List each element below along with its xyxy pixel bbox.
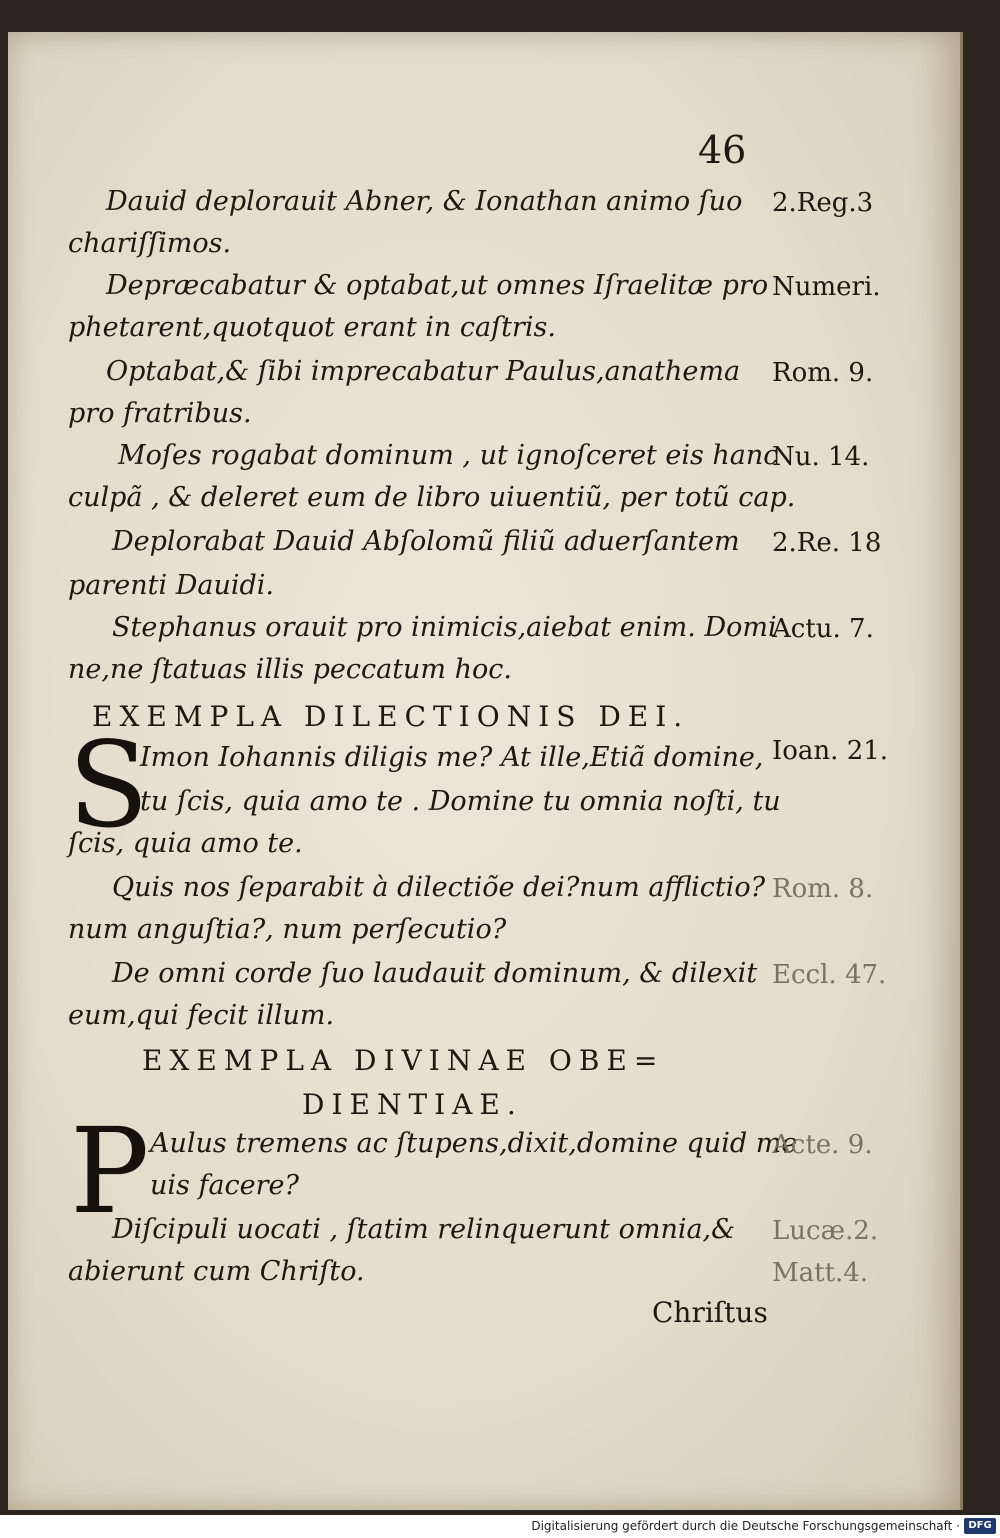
text-line: Quis nos ſeparabit à dilectiõe dei?num afflictio?	[112, 872, 766, 903]
footer-bar	[0, 1515, 1000, 1538]
text-line: parenti Dauidi.	[68, 570, 274, 601]
catchword: Chriſtus	[652, 1296, 768, 1329]
text-line: Imon Iohannis diligis me? At ille,Etiã domine,	[140, 742, 764, 773]
text-line: num anguſtia?, num perſecutio?	[68, 914, 507, 945]
margin-note: 2.Re. 18	[772, 528, 882, 558]
text-line: uis facere?	[150, 1170, 300, 1201]
margin-note: Rom. 9.	[772, 358, 874, 388]
margin-note: Matt.4.	[772, 1258, 869, 1288]
text-line: Moſes rogabat dominum , ut ignoſceret eis hanc	[118, 440, 779, 471]
text-line: pro fratribus.	[68, 398, 252, 429]
page-number: 46	[698, 128, 747, 172]
text-line: abierunt cum Chriſto.	[68, 1256, 365, 1287]
text-line: ne,ne ſtatuas illis peccatum hoc.	[68, 654, 512, 685]
text-line: Dauid deplorauit Abner, & Ionathan animo ſuo	[106, 186, 743, 217]
text-line: ſcis, quia amo te.	[68, 828, 303, 859]
text-line: chariſſimos.	[68, 228, 232, 259]
drop-capital: S	[68, 716, 149, 854]
margin-note: Nu. 14.	[772, 442, 870, 472]
text-line: eum,qui fecit illum.	[68, 1000, 335, 1031]
text-line: Aulus tremens ac ſtupens,dixit,domine quid me	[150, 1128, 798, 1159]
section-heading: EXEMPLA DIVINAE OBE=	[142, 1044, 665, 1077]
text-line: Depræcabatur & optabat,ut omnes Iſraelitæ pro	[106, 270, 769, 301]
margin-note: Actu. 7.	[772, 614, 874, 644]
margin-note: Acte. 9.	[772, 1130, 873, 1160]
margin-note: Rom. 8.	[772, 874, 874, 904]
text-line: culpã , & deleret eum de libro uiuentiũ, per totũ cap.	[68, 482, 796, 513]
drop-capital: P	[70, 1102, 150, 1240]
section-heading: EXEMPLA DILECTIONIS DEI.	[92, 700, 690, 733]
text-line: phetarent,quotquot erant in caſtris.	[68, 312, 556, 343]
margin-note: 2.Reg.3	[772, 188, 874, 218]
margin-note: Numeri.	[772, 272, 881, 302]
text-line: tu ſcis, quia amo te . Domine tu omnia noſti, tu	[140, 786, 781, 817]
text-line: Stephanus orauit pro inimicis,aiebat enim. Domi	[112, 612, 777, 643]
text-line: De omni corde ſuo laudauit dominum, & dilexit	[112, 958, 758, 989]
margin-note: Lucæ.2.	[772, 1216, 879, 1246]
text-line: Deplorabat Dauid Abſolomũ filiũ aduerſantem	[112, 526, 740, 557]
text-line: Diſcipuli uocati , ſtatim relinquerunt omnia,&	[112, 1214, 736, 1245]
section-heading: DIENTIAE.	[302, 1088, 523, 1121]
margin-note: Eccl. 47.	[772, 960, 887, 990]
footer-credit: Digitalisierung gefördert durch die Deutsche Forschungsgemeinschaft ·	[531, 1519, 960, 1533]
margin-note: Ioan. 21.	[772, 736, 889, 766]
text-line: Optabat,& ſibi imprecabatur Paulus,anathema	[106, 356, 741, 387]
dfg-logo-icon: DFG	[964, 1518, 996, 1534]
